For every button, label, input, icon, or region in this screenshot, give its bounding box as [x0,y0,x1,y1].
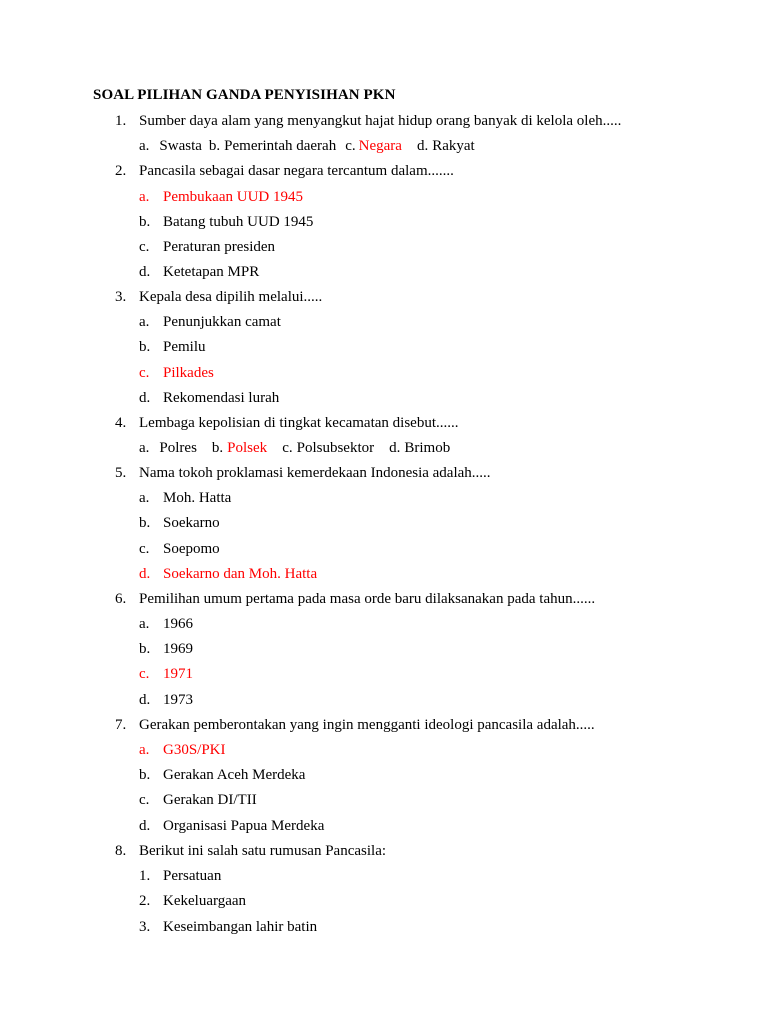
question-text: Sumber daya alam yang menyangkut hajat hidup orang banyak di kelola oleh..... [139,113,622,129]
option-text: Organisasi Papua Merdeka [163,818,325,834]
option-c-text-answer: Negara [358,138,402,154]
option-a-text: Polres [159,440,197,456]
option-text: Peraturan presiden [163,239,276,255]
option-label: d. [139,692,151,708]
list-item-number: 3. [139,919,151,935]
option-label: d. [139,566,151,582]
option-text-answer: 1971 [163,666,193,682]
document-title: SOAL PILIHAN GANDA PENYISIHAN PKN [93,87,396,103]
option-a-label: a. [139,138,150,154]
option-text: 1973 [163,692,193,708]
option-a-label: a. [139,440,150,456]
option-text-answer: G30S/PKI [163,742,226,758]
option-text-answer: Soekarno dan Moh. Hatta [163,566,318,582]
option-label: d. [139,818,151,834]
option-text: Soekarno [163,515,220,531]
option-b-text: Pemerintah daerah [224,138,337,154]
option-text: Moh. Hatta [163,490,232,506]
option-label: c. [139,666,150,682]
option-d-label: d. [416,138,429,154]
list-item-text: Persatuan [163,868,222,884]
option-text-answer: Pilkades [163,365,214,381]
list-item-number: 1. [139,868,151,884]
option-d-label: d. [389,440,401,456]
option-text: Ketetapan MPR [163,264,260,280]
question-text: Pemilihan umum pertama pada masa orde baru dilaksanakan pada tahun...... [139,591,596,607]
question-text: Pancasila sebagai dasar negara tercantum dalam....... [139,163,454,179]
option-c-label: c. [282,440,293,456]
option-c-label: c. [345,138,356,154]
option-text: Gerakan Aceh Merdeka [163,767,306,783]
question-number: 6. [115,591,127,607]
option-text: Batang tubuh UUD 1945 [163,214,314,230]
option-text: 1966 [163,616,193,632]
option-label: c. [139,541,150,557]
question-number: 2. [115,163,127,179]
option-label: b. [139,767,151,783]
option-label: c. [139,239,150,255]
option-label: b. [139,515,151,531]
option-text: 1969 [163,641,193,657]
list-item-text: Keseimbangan lahir batin [163,919,318,935]
option-label: a. [139,490,150,506]
question-text: Nama tokoh proklamasi kemerdekaan Indonesia adalah..... [139,465,491,481]
question-text: Kepala desa dipilih melalui..... [139,289,323,305]
option-text-answer: Pembukaan UUD 1945 [163,189,303,205]
option-label: d. [139,390,151,406]
option-text: Pemilu [163,339,206,355]
question-1-options [139,137,475,155]
option-label: b. [139,339,151,355]
option-text: Rekomendasi lurah [163,390,280,406]
question-text: Berikut ini salah satu rumusan Pancasila: [139,843,387,859]
list-item-number: 2. [139,893,151,909]
question-number: 1. [115,113,127,129]
option-label: a. [139,616,150,632]
list-item-text: Kekeluargaan [163,893,247,909]
option-text: Soepomo [163,541,220,557]
option-label: c. [139,792,150,808]
option-c-text: Polsubsektor [296,440,375,456]
option-label: a. [139,189,150,205]
option-label: b. [139,641,151,657]
option-label: a. [139,314,150,330]
question-number: 5. [115,465,127,481]
question-4-options [139,439,450,457]
option-d-text: Rakyat [432,138,475,154]
option-a-text: Swasta [159,138,202,154]
option-label: b. [139,214,151,230]
question-number: 8. [115,843,127,859]
option-label: c. [139,365,150,381]
question-number: 4. [115,415,127,431]
option-text: Gerakan DI/TII [163,792,257,808]
question-text: Gerakan pemberontakan yang ingin mengganti ideologi pancasila adalah..... [139,717,595,733]
option-b-text-answer: Polsek [227,440,268,456]
option-d-text: Brimob [404,440,451,456]
option-label: a. [139,742,150,758]
option-b-label: b. [208,138,221,154]
option-b-label: b. [211,440,224,456]
question-number: 3. [115,289,127,305]
question-text: Lembaga kepolisian di tingkat kecamatan disebut...... [139,415,459,431]
question-number: 7. [115,717,127,733]
option-label: d. [139,264,151,280]
option-text: Penunjukkan camat [163,314,281,330]
